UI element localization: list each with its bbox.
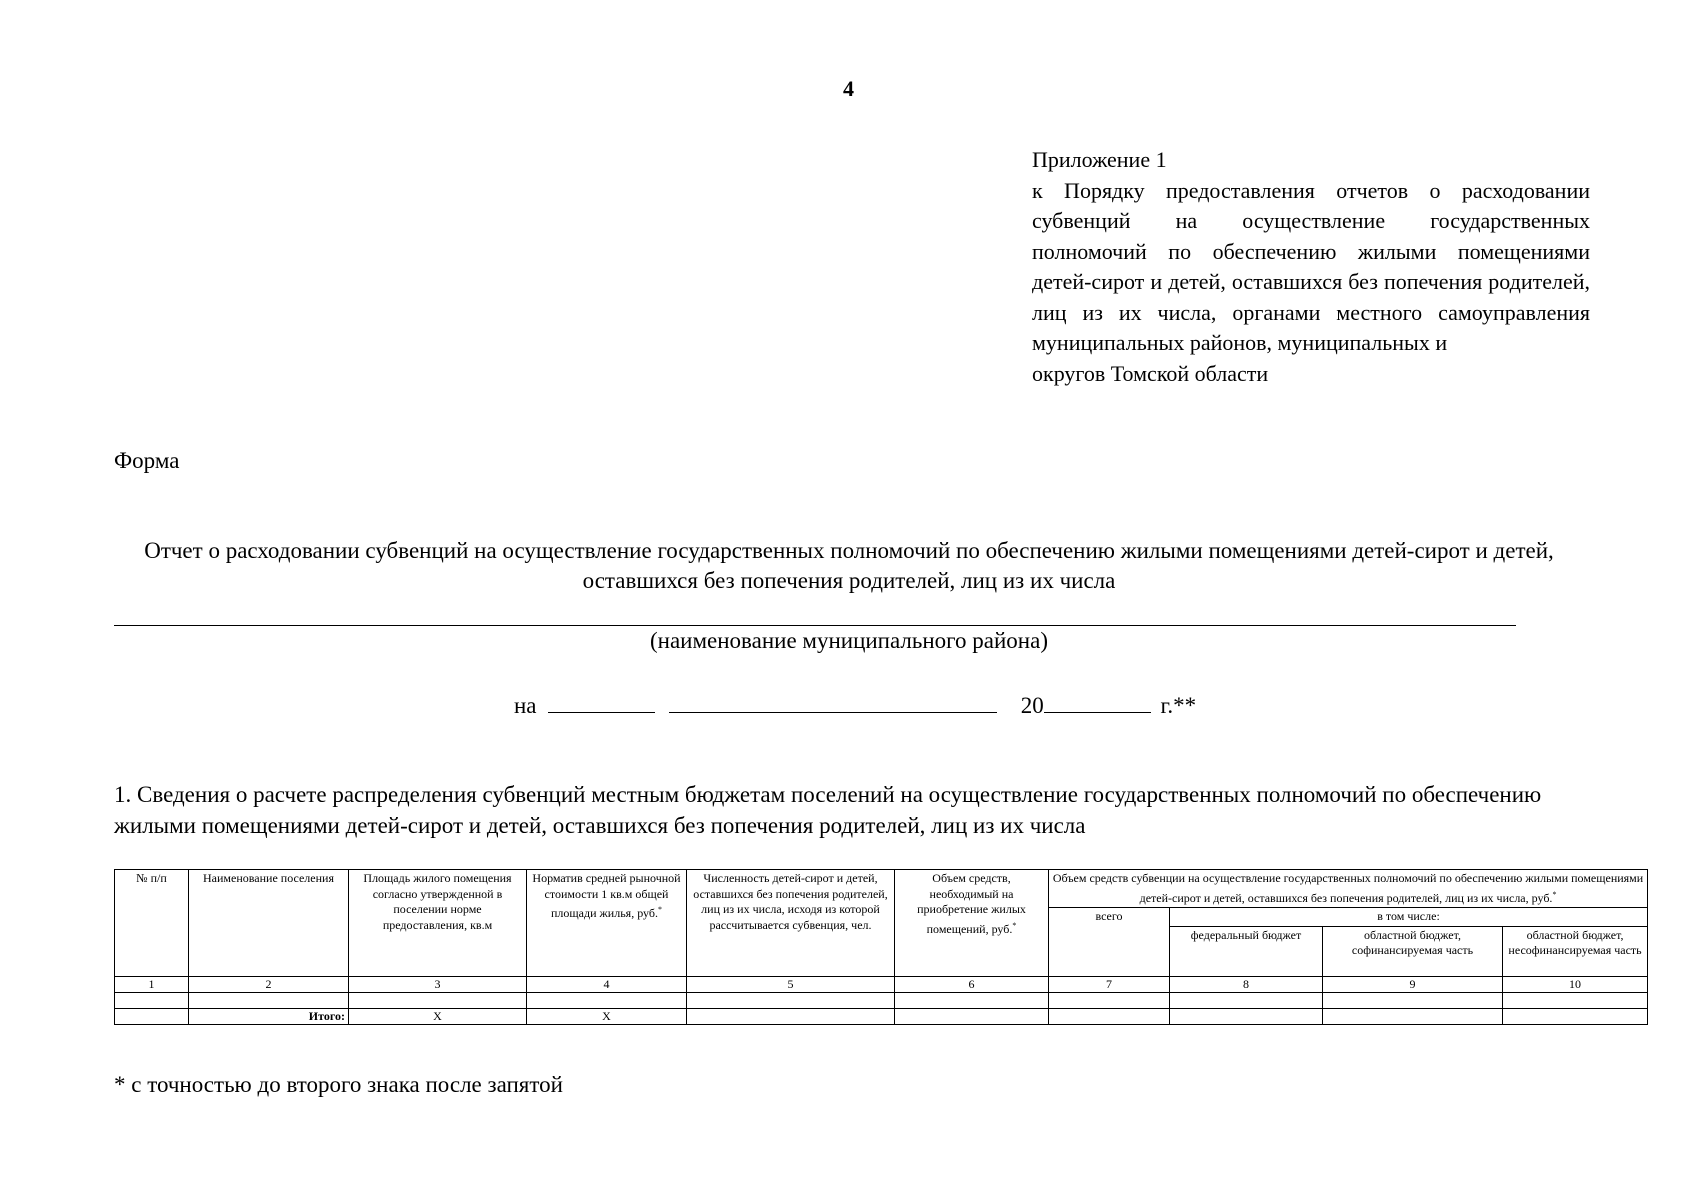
- header-col-4: [527, 870, 687, 977]
- table-cell: [687, 992, 895, 1008]
- header-col-7: всего: [1049, 908, 1170, 977]
- month-blank: [669, 690, 997, 713]
- column-number: 1: [115, 976, 189, 992]
- appendix-text: к Порядку предоставления отчетов о расходовании субвенций на осуществление государственных полномочий по обеспечению жилыми помещениями детей-сирот и детей, оставшихся без попечения родителей, лиц из их числа, органами местного самоуправления муниципальных районов, муниципальных и: [1032, 177, 1590, 355]
- table-cell: [1503, 992, 1648, 1008]
- table-cell: [1323, 1008, 1503, 1024]
- column-number: 10: [1503, 976, 1648, 992]
- header-col-4-text: Норматив средней рыночной стоимости 1 кв.м общей площади жилья, руб.: [532, 871, 681, 920]
- table-cell: [687, 1008, 895, 1024]
- column-number: 4: [527, 976, 687, 992]
- header-col-5: Численность детей-сирот и детей, оставшихся без попечения родителей, лиц из их числа, исходя из которой рассчитывается субвенция, чел.: [687, 870, 895, 977]
- header-col-2: Наименование поселения: [189, 870, 349, 977]
- table-cell: [527, 992, 687, 1008]
- column-number: 8: [1170, 976, 1323, 992]
- header-group-star: *: [1552, 889, 1557, 899]
- table-cell: [895, 992, 1049, 1008]
- column-number: 2: [189, 976, 349, 992]
- municipality-name-line: [114, 625, 1516, 626]
- header-col-8: федеральный бюджет: [1170, 926, 1323, 976]
- header-col-9: областной бюджет, софинансируемая часть: [1323, 926, 1503, 976]
- table-cell: [1323, 992, 1503, 1008]
- table-cell: [1049, 992, 1170, 1008]
- table-cell: [895, 1008, 1049, 1024]
- table-cell: [115, 1008, 189, 1024]
- total-col-3: X: [349, 1008, 527, 1024]
- page-number: 4: [843, 76, 854, 101]
- header-col-4-star: *: [658, 905, 662, 914]
- appendix-title: Приложение 1: [1032, 147, 1167, 172]
- footnote: * с точностью до второго знака после запятой: [114, 1072, 563, 1097]
- header-col-3: Площадь жилого помещения согласно утвержденной в поселении норме предоставления, кв.м: [349, 870, 527, 977]
- column-number: 5: [687, 976, 895, 992]
- column-number: 3: [349, 976, 527, 992]
- total-col-4: X: [527, 1008, 687, 1024]
- column-number-row: [115, 976, 1648, 992]
- table-header-row: [115, 870, 1648, 908]
- total-label: Итого:: [189, 1008, 349, 1024]
- date-prefix: на: [514, 693, 537, 718]
- column-number: 6: [895, 976, 1049, 992]
- table-cell: [1170, 1008, 1323, 1024]
- form-label: Форма: [114, 448, 180, 473]
- table-cell: [1170, 992, 1323, 1008]
- header-col-6: [895, 870, 1049, 977]
- table-cell: [349, 992, 527, 1008]
- total-row: [115, 1008, 1648, 1024]
- column-number: 7: [1049, 976, 1170, 992]
- header-col-10: областной бюджет, несофинансируемая часть: [1503, 926, 1648, 976]
- header-col-6-star: *: [1012, 920, 1017, 930]
- table-cell: [1049, 1008, 1170, 1024]
- appendix-last-line: округов Томской области: [1032, 360, 1269, 386]
- table-cell: [1503, 1008, 1648, 1024]
- table-cell: [115, 992, 189, 1008]
- municipality-caption: (наименование муниципального района): [650, 628, 1048, 653]
- header-col-1: № п/п: [115, 870, 189, 977]
- header-col-6-text: Объем средств, необходимый на приобретение жилых помещений, руб.: [917, 871, 1026, 936]
- subvention-table: [114, 869, 1648, 1025]
- day-blank: [548, 690, 655, 713]
- table-cell: [189, 992, 349, 1008]
- table-row: [115, 992, 1648, 1008]
- year-blank: [1044, 690, 1151, 713]
- year-prefix: 20: [1020, 693, 1044, 718]
- header-group-text: Объем средств субвенции на осуществление государственных полномочий по обеспечению жилыми помещениями детей-сирот и детей, оставшихся без попечения родителей, лиц из их числа, руб.: [1052, 871, 1644, 905]
- report-date-line: [514, 690, 1196, 719]
- section1-title: 1. Сведения о расчете распределения субвенций местным бюджетам поселений на осуществление государственных полномочий по обеспечению жилыми помещениями детей-сирот и детей, оставшихся без попечения родителей, лиц из их числа: [114, 782, 1542, 838]
- header-group: [1049, 870, 1648, 908]
- appendix-block: [1032, 145, 1590, 389]
- header-subgroup: в том числе:: [1170, 908, 1648, 927]
- date-suffix: г.**: [1160, 693, 1197, 718]
- column-number: 9: [1323, 976, 1503, 992]
- report-title: Отчет о расходовании субвенций на осуществление государственных полномочий по обеспечению жилыми помещениями детей-сирот и детей, оставшихся без попечения родителей, лиц из их числа: [144, 538, 1554, 593]
